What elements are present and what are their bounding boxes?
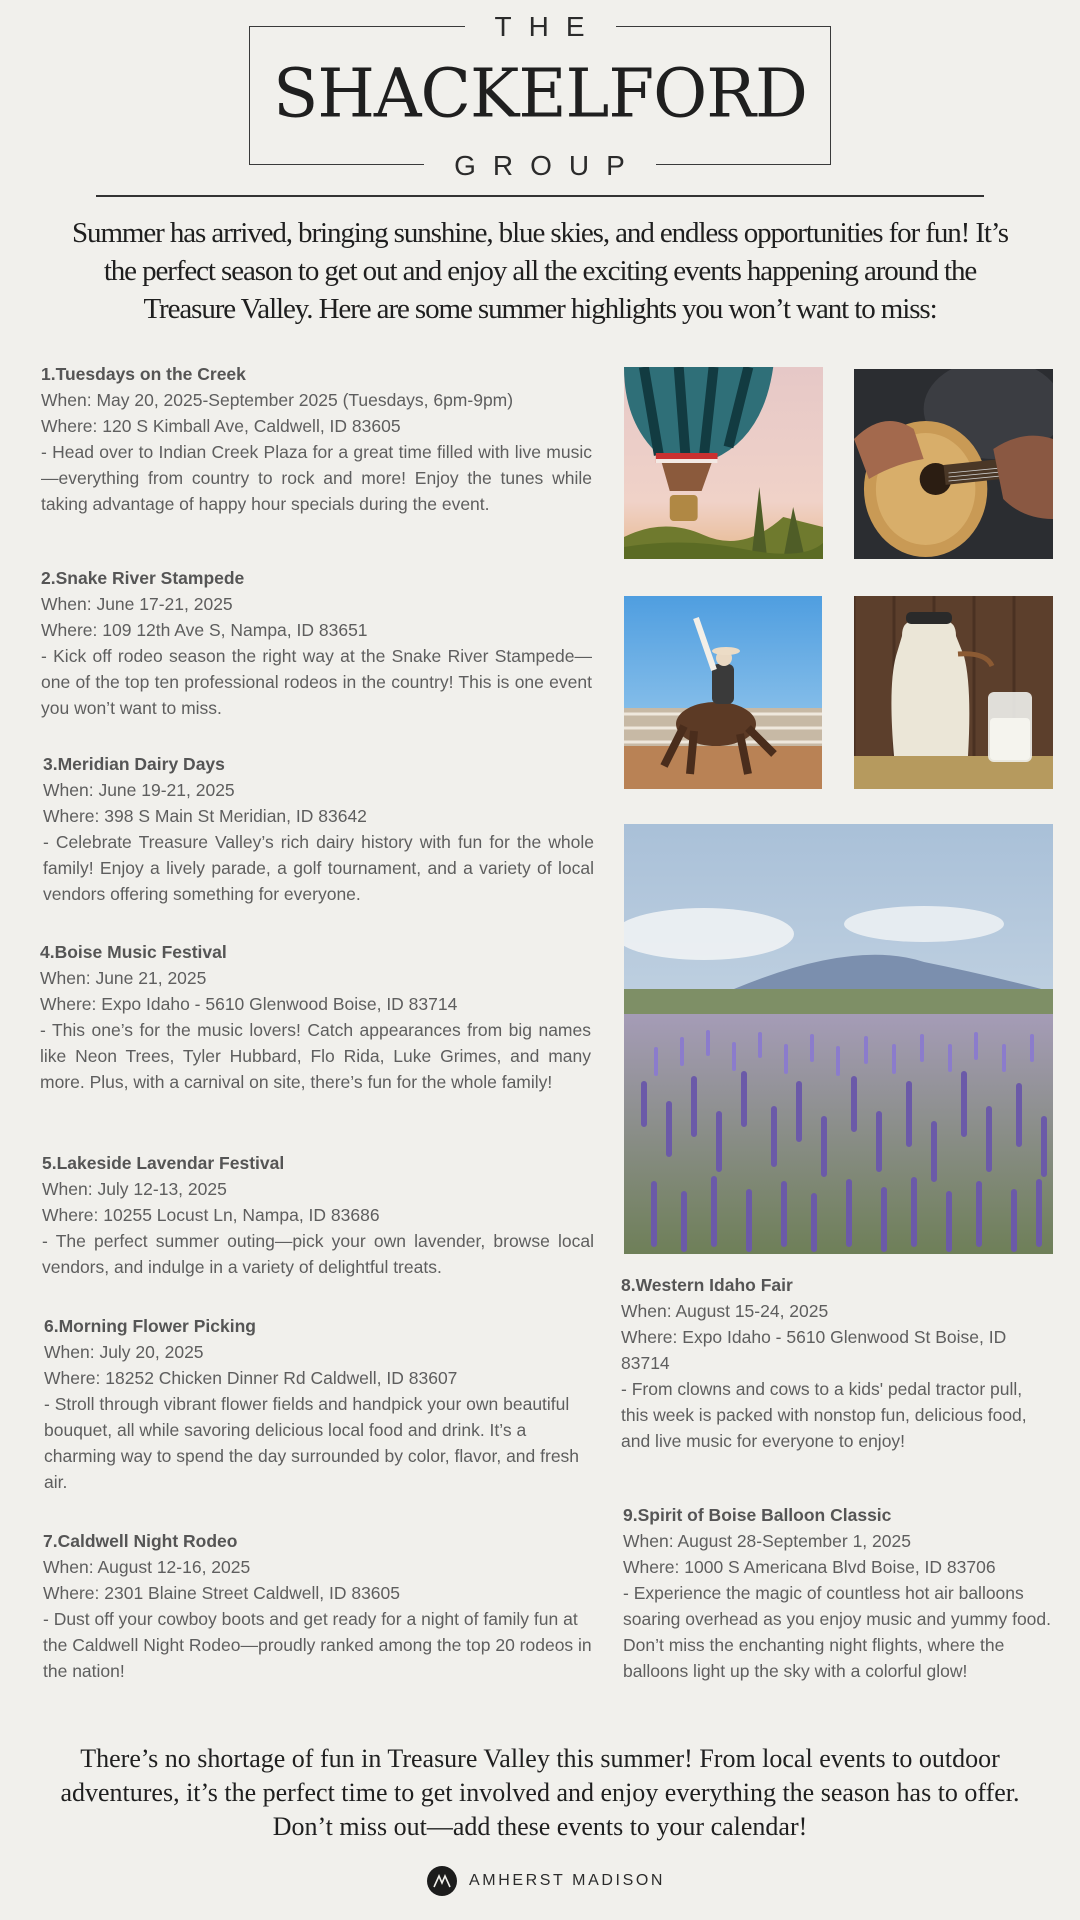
event-when: When: August 12-16, 2025 [43,1557,251,1577]
event-4 [40,939,591,1095]
event-where: Where: Expo Idaho - 5610 Glenwood Boise, ID 83714 [40,994,458,1014]
event-description: - The perfect summer outing—pick your own lavender, browse local vendors, and indulge in a variety of delightful treats. [42,1231,594,1277]
event-2 [41,565,592,721]
event-description: - Stroll through vibrant flower fields and handpick your own beautiful bouquet, all while savoring delicious local food and drink. It’s a charming way to spend the day surrounded by color, flavor, and fresh air. [44,1394,580,1492]
event-when: When: July 12-13, 2025 [42,1179,227,1199]
am-monogram-icon [427,1866,457,1896]
event-where: Where: 10255 Locust Ln, Nampa, ID 83686 [42,1205,380,1225]
event-5 [42,1150,594,1280]
event-where: Where: Expo Idaho - 5610 Glenwood St Boise, ID 83714 [621,1327,1007,1373]
event-where: Where: 2301 Blaine Street Caldwell, ID 83605 [43,1583,401,1603]
event-description: - From clowns and cows to a kids' pedal tractor pull, this week is packed with nonstop fun, delicious food, and live music for everyone to enjoy! [621,1379,1027,1451]
header-divider [96,195,984,197]
event-9 [623,1502,1053,1684]
event-description: - Experience the magic of countless hot air balloons soaring overhead as you enjoy music and yummy food. Don’t miss the enchanting night flights, where the balloons light up the sky with a colorful glow! [623,1583,1052,1681]
intro-paragraph: Summer has arrived, bringing sunshine, blue skies, and endless opportunities for fun! It’s the perfect season to get out and enjoy all the exciting events happening around the Treasure Valley. Here are some summer highlights you won’t want to miss: [72,217,1008,325]
event-description: - Head over to Indian Creek Plaza for a great time filled with live music—everything from country to rock and more! Enjoy the tunes while taking advantage of happy hour specials during the event. [41,442,592,514]
event-when: When: May 20, 2025-September 2025 (Tuesdays, 6pm-9pm) [41,390,514,410]
event-description: - Kick off rodeo season the right way at the Snake River Stampede—one of the top ten professional rodeos in the country! This is one event you won’t want to miss. [41,646,592,718]
event-description: - Celebrate Treasure Valley’s rich dairy history with fun for the whole family! Enjoy a lively parade, a golf tournament, and a variety of local vendors offering something for everyone. [43,832,594,904]
event-title: 7.Caldwell Night Rodeo [43,1531,238,1551]
event-3 [43,751,594,907]
outro-paragraph: There’s no shortage of fun in Treasure Valley this summer! From local events to outdoor adventures, it’s the perfect time to get involved and enjoy everything the season has to offer. Don’t miss out—add these events to your calendar! [60,1744,1020,1841]
logo-name: SHACKELFORD [273,54,807,133]
event-7 [43,1528,596,1684]
shackelford-group-logo [249,11,831,181]
event-when: When: July 20, 2025 [44,1342,204,1362]
event-when: When: June 17-21, 2025 [41,594,233,614]
hot-air-balloon-photo [624,367,823,559]
logo-top-word: THE [465,11,616,42]
event-title: 4.Boise Music Festival [40,942,227,962]
event-title: 8.Western Idaho Fair [621,1275,793,1295]
event-title: 9.Spirit of Boise Balloon Classic [623,1505,892,1525]
event-when: When: June 19-21, 2025 [43,780,235,800]
event-where: Where: 398 S Main St Meridian, ID 83642 [43,806,367,826]
event-title: 1.Tuesdays on the Creek [41,364,246,384]
event-where: Where: 120 S Kimball Ave, Caldwell, ID 83605 [41,416,401,436]
event-title: 3.Meridian Dairy Days [43,754,225,774]
event-where: Where: 1000 S Americana Blvd Boise, ID 83706 [623,1557,996,1577]
brand-name: AMHERST MADISON [469,1872,666,1889]
event-title: 5.Lakeside Lavendar Festival [42,1153,285,1173]
event-when: When: August 28-September 1, 2025 [623,1531,911,1551]
event-description: - This one’s for the music lovers! Catch appearances from big names like Neon Trees, Tyler Hubbard, Flo Rida, Luke Grimes, and many more. Plus, with a carnival on site, there’s fun for the whole family! [40,1020,591,1092]
event-title: 6.Morning Flower Picking [44,1316,256,1336]
milk-jug-photo [854,596,1053,789]
event-6 [44,1313,595,1495]
amherst-madison-brand [427,1865,665,1897]
event-when: When: June 21, 2025 [40,968,207,988]
event-description: - Dust off your cowboy boots and get ready for a night of family fun at the Caldwell Night Rodeo—proudly ranked among the top 20 rodeos in the nation! [43,1609,592,1681]
event-title: 2.Snake River Stampede [41,568,245,588]
bull-rider-photo [624,596,822,789]
lavender-field-photo [624,824,1053,1254]
event-where: Where: 109 12th Ave S, Nampa, ID 83651 [41,620,368,640]
event-when: When: August 15-24, 2025 [621,1301,829,1321]
event-1 [41,361,592,517]
event-8 [621,1272,1051,1454]
guitar-player-photo [854,369,1053,559]
event-where: Where: 18252 Chicken Dinner Rd Caldwell, ID 83607 [44,1368,458,1388]
logo-bottom-word: GROUP [424,150,656,181]
